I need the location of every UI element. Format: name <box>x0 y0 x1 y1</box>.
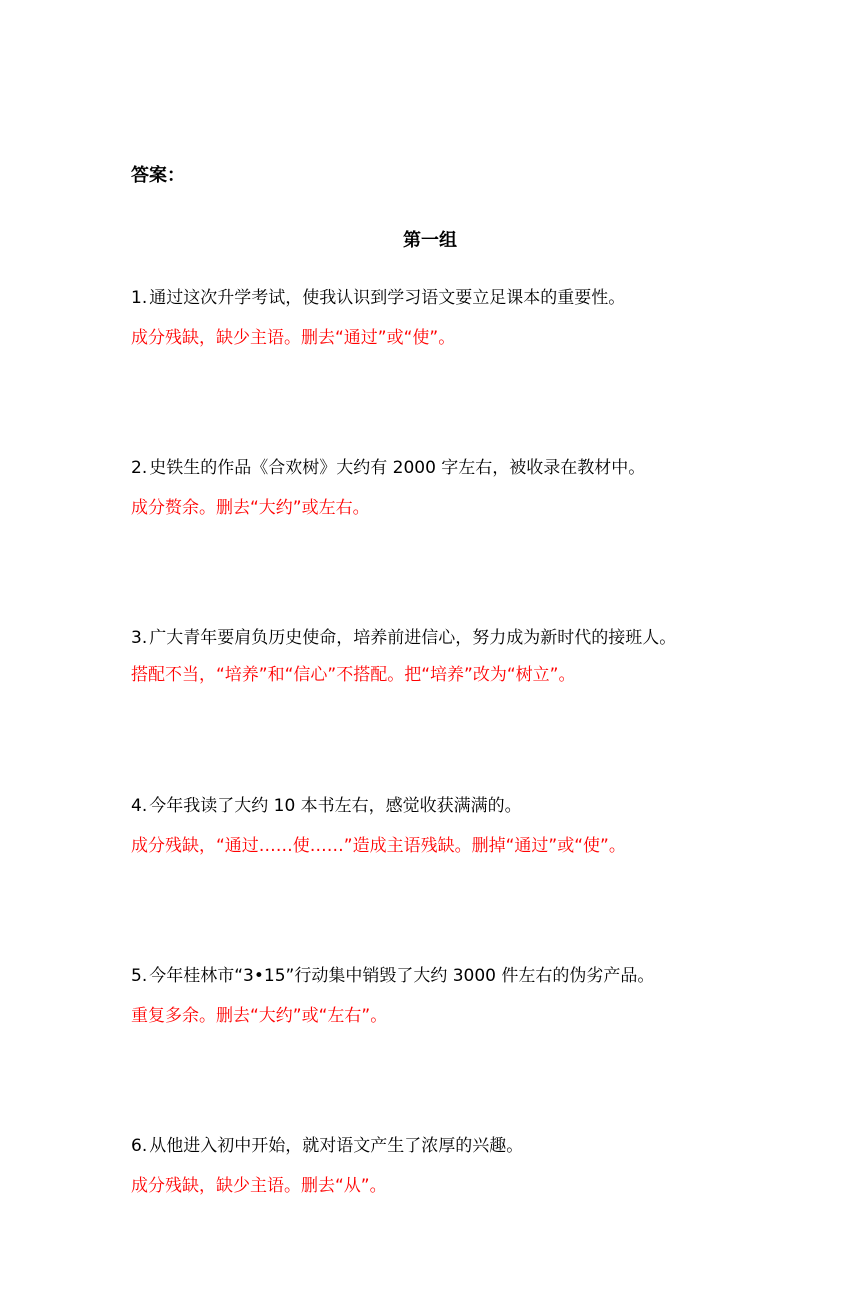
question-item <box>131 285 736 455</box>
question-text <box>131 963 736 989</box>
answer-text: 重复多余。删去“大约”或“左右”。 <box>131 1006 388 1026</box>
question-item <box>131 455 736 625</box>
question-number: 4. <box>131 796 148 816</box>
question-item <box>131 793 736 963</box>
question-text <box>131 285 736 311</box>
question-item <box>131 963 736 1133</box>
question-text <box>131 455 736 481</box>
question-sentence: 广大青年要肩负历史使命，培养前进信心，努力成为新时代的接班人。 <box>149 628 677 648</box>
question-sentence: 今年我读了大约 10 本书左右，感觉收获满满的。 <box>149 796 522 816</box>
answer-text: 成分赘余。删去“大约”或左右。 <box>131 498 370 518</box>
question-sentence: 史铁生的作品《合欢树》大约有 2000 字左右，被收录在教材中。 <box>149 458 646 478</box>
question-sentence: 从他进入初中开始，就对语文产生了浓厚的兴趣。 <box>149 1136 524 1156</box>
answer-text: 成分残缺，“通过……使……”造成主语残缺。删掉“通过”或“使”。 <box>131 836 626 856</box>
question-text <box>131 1133 736 1159</box>
question-text <box>131 793 736 819</box>
answer-text: 成分残缺，缺少主语。删去“从”。 <box>131 1176 387 1196</box>
question-sentence: 通过这次升学考试，使我认识到学习语文要立足课本的重要性。 <box>149 288 626 308</box>
question-number: 6. <box>131 1136 148 1156</box>
question-number: 2. <box>131 458 148 478</box>
answers-heading: 答案： <box>131 165 185 186</box>
question-number: 3. <box>131 628 148 648</box>
group-title: 第一组 <box>403 230 457 251</box>
question-item <box>131 1133 736 1303</box>
question-item <box>131 625 736 793</box>
answer-text: 搭配不当，“培养”和“信心”不搭配。把“培养”改为“树立”。 <box>131 665 576 685</box>
question-text <box>131 625 736 651</box>
question-number: 1. <box>131 288 148 308</box>
answer-text: 成分残缺，缺少主语。删去“通过”或“使”。 <box>131 328 456 348</box>
question-number: 5. <box>131 966 148 986</box>
question-list <box>131 285 736 1303</box>
question-sentence: 今年桂林市“3•15”行动集中销毁了大约 3000 件左右的伪劣产品。 <box>149 966 655 986</box>
